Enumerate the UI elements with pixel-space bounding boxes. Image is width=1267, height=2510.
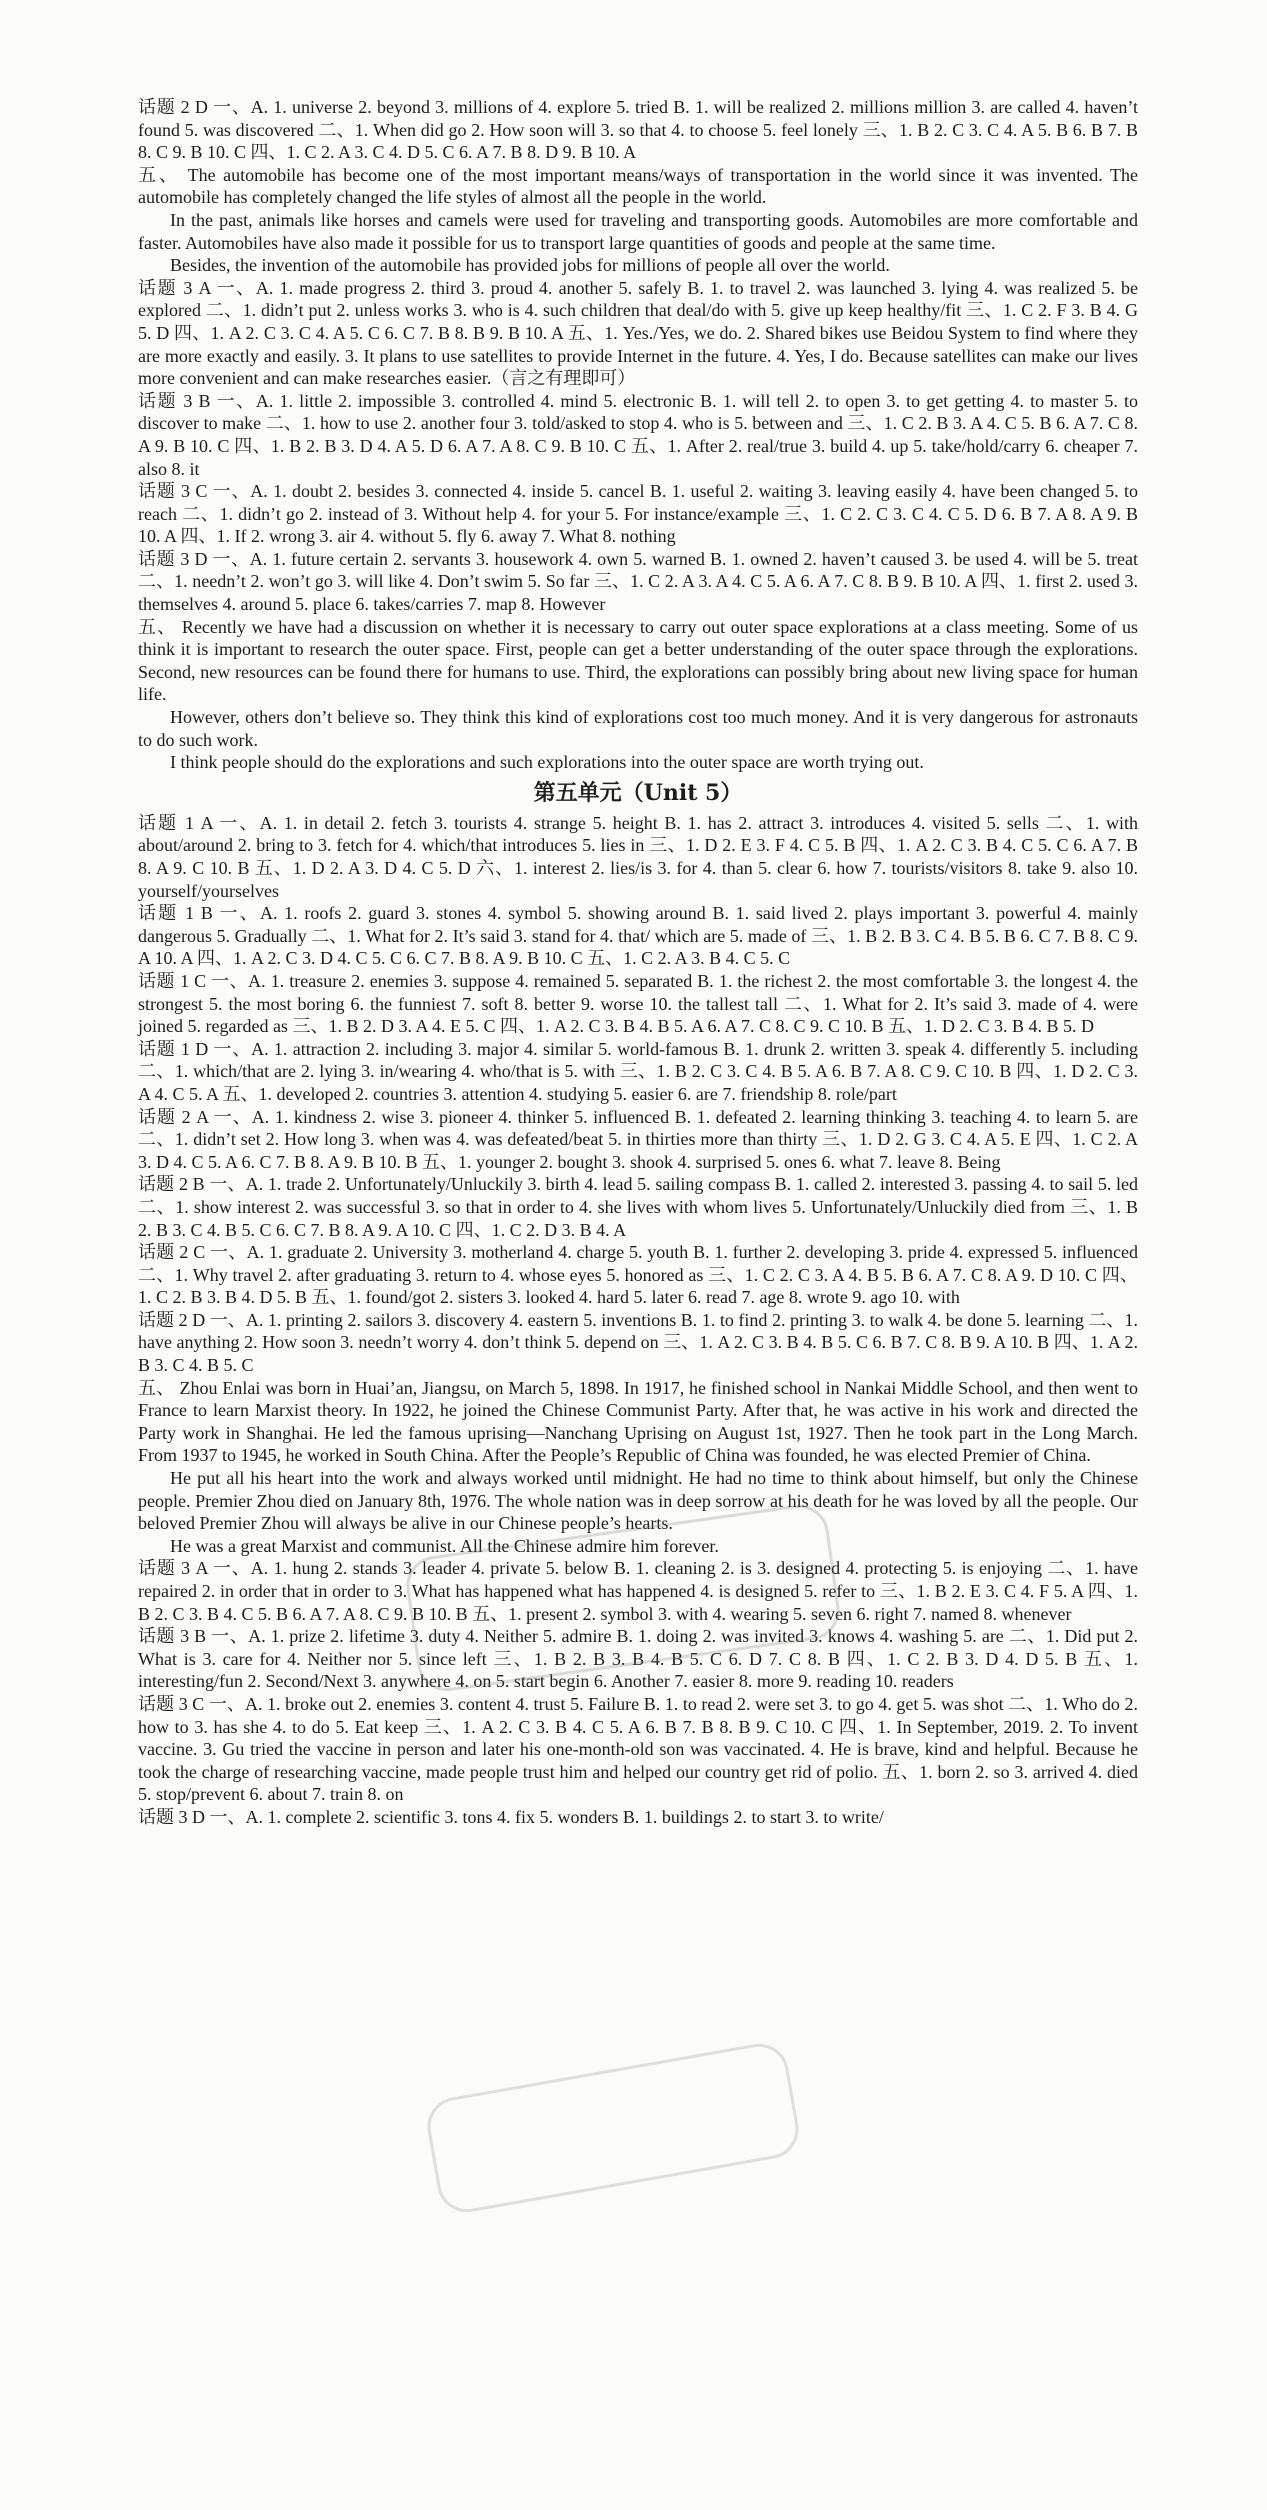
essay-space-p1: 五、 Recently we have had a discussion on whether it is necessary to carry out outer space explorations at a class meeting. Some of us think it is important to research the outer space. First, people can get a better understanding of the outer space through the explorations. Second, new resources can be found there for humans to use. Third, the explorations can possibly bring about new living space for human life. <box>138 616 1138 705</box>
topic-3c-answers: 话题 3 C 一、A. 1. doubt 2. besides 3. connected 4. inside 5. cancel B. 1. useful 2. waiting 3. leaving easily 4. have been changed 5. to reach 二、1. didn’t go 2. instead of 3. Without help 4. for your 5. For instance/example 三、1. C 2. C 3. C 4. C 5. D 6. B 7. A 8. A 9. B 10. A 四、1. If 2. wrong 3. air 4. without 5. fly 6. away 7. What 8. nothing <box>138 481 1138 547</box>
u5-topic-2b-answers: 话题 2 B 一、A. 1. trade 2. Unfortunately/Unluckily 3. birth 4. lead 5. sailing compass B. 1. called 2. interested 3. passing 4. to sail 5. led 二、1. show interest 2. was successful 3. so that in order to 4. she lives with whom lives 5. Unfortunately/Unluckily died from 三、1. B 2. B 3. C 4. B 5. C 6. C 7. B 8. A 9. A 10. C 四、1. C 2. D 3. B 4. A <box>138 1174 1138 1240</box>
essay-space-p3: I think people should do the explorations and such explorations into the outer space are worth trying out. <box>170 752 924 773</box>
topic-3b-answers: 话题 3 B 一、A. 1. little 2. impossible 3. controlled 4. mind 5. electronic B. 1. will tell 2. to open 3. to get getting 4. to master 5. to discover to make 二、1. how to use 2. another four 3. told/asked to stop 4. who is 5. between and 三、1. C 2. B 3. A 4. C 5. B 6. A 7. C 8. A 9. B 10. C 四、1. B 2. B 3. D 4. A 5. D 6. A 7. A 8. C 9. B 10. C 五、1. After 2. real/true 3. build 4. up 5. take/hold/carry 6. cheaper 7. also 8. it <box>138 390 1138 479</box>
essay-automobile-p2: In the past, animals like horses and camels were used for traveling and transporting goods. Automobiles are more comfortable and faster. Automobiles have also made it possible for us to transport large quantities of goods and people at the same time. <box>138 209 1138 253</box>
topic-2d-answers: 话题 2 D 一、A. 1. universe 2. beyond 3. millions of 4. explore 5. tried B. 1. will be realized 2. millions million 3. are called 4. haven’t found 5. was discovered 二、1. When did go 2. How soon will 3. so that 4. to choose 5. feel lonely 三、1. B 2. C 3. C 4. A 5. B 6. B 7. B 8. C 9. B 10. C 四、1. C 2. A 3. C 4. D 5. C 6. A 7. B 8. D 9. B 10. A <box>138 97 1138 163</box>
u5-topic-1b-answers: 话题 1 B 一、A. 1. roofs 2. guard 3. stones 4. symbol 5. showing around B. 1. said lived 2. plays important 3. powerful 4. mainly dangerous 5. Gradually 二、1. What for 2. It’s said 3. stand for 4. that/ which are 5. made of 三、1. B 2. B 3. C 4. B 5. B 6. C 7. B 8. C 9. A 10. A 四、1. A 2. C 3. D 4. C 5. C 6. C 7. B 8. A 9. B 10. C 五、1. C 2. A 3. B 4. C 5. C <box>138 903 1138 969</box>
essay-zhou-enlai-p1: 五、 Zhou Enlai was born in Huai’an, Jiangsu, on March 5, 1898. In 1917, he finished school in Nankai Middle School, and then went to France to learn Marxist theory. In 1922, he joined the Chinese Communist Party. After that, he was active in his work and directed the Party work in Shanghai. He led the famous uprising—Nanchang Uprising on August 1st, 1927. Then he took part in the Long March. From 1937 to 1945, he worked in South China. After the People’s Republic of China was founded, he was elected Premier of China. <box>138 1377 1138 1466</box>
essay-automobile-p1: 五、 The automobile has become one of the most important means/ways of transportation in the world since it was invented. The automobile has completely changed the life styles of almost all the people in the world. <box>138 164 1138 208</box>
u5-topic-1c-answers: 话题 1 C 一、A. 1. treasure 2. enemies 3. suppose 4. remained 5. separated B. 1. the richest 2. the most comfortable 3. the longest 4. the strongest 5. the most boring 6. the funniest 7. soft 8. better 9. worse 10. the tallest tall 二、1. What for 2. It’s said 3. made of 4. were joined 5. regarded as 三、1. B 2. D 3. A 4. E 5. C 四、1. A 2. C 3. B 4. B 5. A 6. A 7. C 8. C 9. C 10. B 五、1. D 2. C 3. B 4. B 5. D <box>138 970 1138 1037</box>
topic-3a-answers: 话题 3 A 一、A. 1. made progress 2. third 3. proud 4. another 5. safely B. 1. to travel 2. was launched 3. lying 4. was realized 5. be explored 二、1. didn’t put 2. unless works 3. who is 4. such children that deal/do with 5. give up keep healthy/fit 三、1. C 2. F 3. B 4. G 5. D 四、1. A 2. C 3. C 4. A 5. C 6. C 7. B 8. B 9. B 10. A 五、1. Yes./Yes, we do. 2. Shared bikes use Beidou System to find where they are more exactly and easily. 3. It plans to use satellites to provide Internet in the future. 4. Yes, I do. Because satellites can make our lives more convenient and can make researches easier.（言之有理即可） <box>138 277 1138 389</box>
essay-zhou-enlai-p3: He was a great Marxist and communist. All the Chinese admire him forever. <box>170 1535 719 1556</box>
essay-space-p2: However, others don’t believe so. They think this kind of explorations cost too much money. And it is very dangerous for astronauts to do such work. <box>138 707 1138 750</box>
u5-topic-2d-answers: 话题 2 D 一、A. 1. printing 2. sailors 3. discovery 4. eastern 5. inventions B. 1. to find 2. printing 3. to walk 4. be done 5. learning 二、1. have anything 2. How soon 3. needn’t worry 4. don’t think 5. depend on 三、1. A 2. C 3. B 4. B 5. C 6. B 7. C 8. B 9. A 10. B 四、1. A 2. B 3. C 4. B 5. C <box>138 1309 1138 1376</box>
u5-topic-3a-answers: 话题 3 A 一、A. 1. hung 2. stands 3. leader 4. private 5. below B. 1. cleaning 2. is 3. designed 4. protecting 5. is enjoying 二、1. have repaired 2. in order that in order to 3. What has happened what has happened 4. is designed 5. refer to 三、1. B 2. E 3. C 4. F 5. A 四、1. B 2. C 3. B 4. C 5. B 6. A 7. A 8. C 9. B 10. B 五、1. present 2. symbol 3. with 4. wearing 5. seven 6. right 7. named 8. whenever <box>138 1558 1138 1624</box>
watermark-stamp-lower <box>423 2039 804 2217</box>
unit-5-title: 第五单元（Unit 5） <box>533 779 743 806</box>
u5-topic-2a-answers: 话题 2 A 一、A. 1. kindness 2. wise 3. pioneer 4. thinker 5. influenced B. 1. defeated 2. learning thinking 3. teaching 4. to learn 5. are 二、1. didn’t set 2. How long 3. when was 4. was defeated/beat 5. in thirties more than thirty 三、1. D 2. G 3. C 4. A 5. E 四、1. C 2. A 3. D 4. C 5. A 6. C 7. B 8. A 9. B 10. B 五、1. younger 2. bought 3. shook 4. surprised 5. ones 6. what 7. leave 8. Being <box>138 1106 1138 1172</box>
essay-automobile-p3: Besides, the invention of the automobile has provided jobs for millions of people all over the world. <box>170 255 890 276</box>
u5-topic-3d-answers: 话题 3 D 一、A. 1. complete 2. scientific 3. tons 4. fix 5. wonders B. 1. buildings 2. to start 3. to write/ <box>138 1806 884 1827</box>
u5-topic-3c-answers: 话题 3 C 一、A. 1. broke out 2. enemies 3. content 4. trust 5. Failure B. 1. to read 2. were set 3. to go 4. get 5. was shot 二、1. Who do 2. how to 3. has she 4. to do 5. Eat keep 三、1. A 2. C 3. B 4. C 5. A 6. B 7. B 8. B 9. C 10. C 四、1. In September, 2019. 2. To invent vaccine. 3. Gu tried the vaccine in person and later his one-month-old son was vaccinated. 4. He is brave, kind and helpful. Because he took the charge of researching vaccine, made people trust him and helped our country get rid of polio. 五、1. born 2. so 3. arrived 4. died 5. stop/prevent 6. about 7. train 8. on <box>138 1693 1138 1805</box>
u5-topic-2c-answers: 话题 2 C 一、A. 1. graduate 2. University 3. motherland 4. charge 5. youth B. 1. further 2. developing 3. pride 4. expressed 5. influenced 二、1. Why travel 2. after graduating 3. return to 4. whose eyes 5. honored as 三、1. C 2. C 3. A 4. B 5. B 6. A 7. C 8. A 9. D 10. C 四、1. C 2. B 3. B 4. D 5. B 五、1. found/got 2. sisters 3. looked 4. hard 5. later 6. read 7. age 8. wrote 9. ago 10. with <box>138 1242 1138 1308</box>
essay-zhou-enlai-p2: He put all his heart into the work and always worked until midnight. He had no time to think about himself, but only the Chinese people. Premier Zhou died on January 8th, 1976. The whole nation was in deep sorrow at his death for he was loved by all the people. Our beloved Premier Zhou will always be alive in our Chinese people’s hearts. <box>138 1468 1138 1534</box>
u5-topic-1a-answers: 话题 1 A 一、A. 1. in detail 2. fetch 3. tourists 4. strange 5. height B. 1. has 2. attract 3. introduces 4. visited 5. sells 二、1. with about/around 2. bring to 3. fetch for 4. which/that introduces 5. lies in 三、1. D 2. E 3. F 4. C 5. B 四、1. A 2. C 3. B 4. C 5. C 6. A 7. B 8. A 9. C 10. B 五、1. D 2. A 3. D 4. C 5. D 六、1. interest 2. lies/is 3. for 4. than 5. clear 6. how 7. tourists/visitors 8. take 9. also 10. yourself/yourselves <box>138 812 1138 901</box>
u5-topic-1d-answers: 话题 1 D 一、A. 1. attraction 2. including 3. major 4. similar 5. world-famous B. 1. drunk 2. written 3. speak 4. differently 5. including 二、1. which/that are 2. lying 3. in/wearing 4. who/that is 5. with 三、1. B 2. C 3. C 4. B 5. A 6. B 7. A 8. C 9. C 10. B 四、1. D 2. C 3. A 4. C 5. A 五、1. developed 2. countries 3. attention 4. studying 5. easier 6. are 7. friendship 8. role/part <box>138 1038 1138 1104</box>
topic-3d-answers: 话题 3 D 一、A. 1. future certain 2. servants 3. housework 4. own 5. warned B. 1. owned 2. haven’t caused 3. be used 4. will be 5. treat 二、1. needn’t 2. won’t go 3. will like 4. Don’t swim 5. So far 三、1. C 2. A 3. A 4. C 5. A 6. A 7. C 8. B 9. B 10. A 四、1. first 2. used 3. themselves 4. around 5. place 6. takes/carries 7. map 8. However <box>138 548 1138 615</box>
answer-key-text <box>138 96 1138 1829</box>
u5-topic-3b-answers: 话题 3 B 一、A. 1. prize 2. lifetime 3. duty 4. Neither 5. admire B. 1. doing 2. was invited 3. knows 4. washing 5. are 二、1. Did put 2. What is 3. care for 4. Neither nor 5. since left 三、1. B 2. B 3. B 4. B 5. C 6. D 7. C 8. B 四、1. C 2. B 3. D 4. D 5. B 五、1. interesting/fun 2. Second/Next 3. anywhere 4. on 5. start begin 6. Another 7. easier 8. more 9. reading 10. readers <box>138 1626 1138 1692</box>
